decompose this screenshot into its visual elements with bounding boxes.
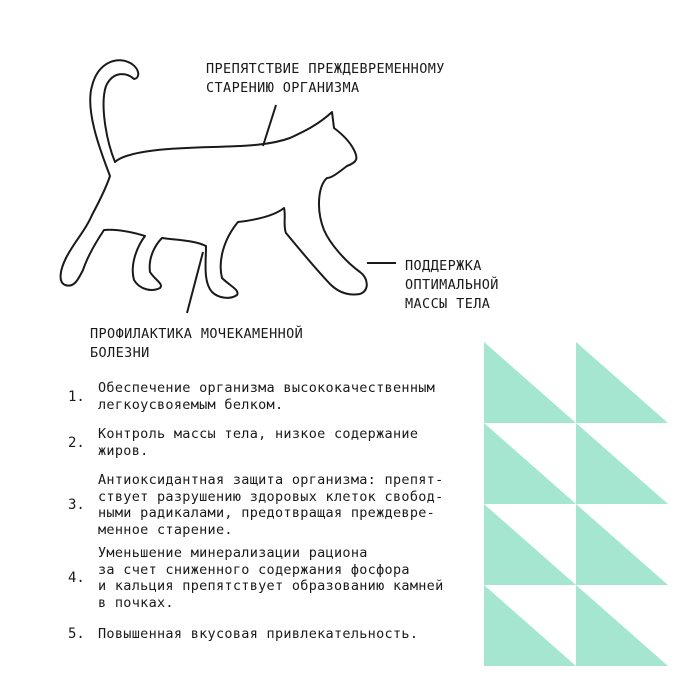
list-number: 2.	[68, 435, 85, 451]
triangle	[576, 342, 668, 423]
leader-line-top	[263, 105, 276, 146]
list-number: 3.	[68, 497, 85, 513]
list-text: Обеспечение организма высококачественным легкоусвояемым белком.	[98, 380, 436, 413]
callout-anti-aging: ПРЕПЯТСТВИЕ ПРЕЖДЕВРЕМЕННОМУ СТАРЕНИЮ ОРГАНИЗМА	[206, 61, 445, 96]
leader-line-bottom	[187, 252, 203, 313]
triangle	[576, 585, 668, 666]
list-number: 1.	[68, 389, 85, 405]
callout-urolithiasis: ПРОФИЛАКТИКА МОЧЕКАМЕННОЙ БОЛЕЗНИ	[90, 326, 304, 361]
list-text: Повышенная вкусовая привлекательность.	[98, 626, 419, 642]
list-text: Уменьшение минерализации рациона за счет сниженного содержания фосфора и кальция препятствует образованию камней в почках.	[98, 545, 444, 611]
triangle	[576, 504, 668, 585]
list-number: 4.	[68, 570, 85, 586]
triangle	[576, 423, 668, 504]
list-text: Антиоксидантная защита организма: препят- ствует разрушению здоровых клеток свобод- ными радикалами, предотвращая преждевре- менное старение.	[98, 472, 444, 538]
list-number: 5.	[68, 626, 85, 642]
callout-weight-support: ПОДДЕРЖКА ОПТИМАЛЬНОЙ МАССЫ ТЕЛА	[405, 258, 499, 312]
list-text: Контроль массы тела, низкое содержание жиров.	[98, 426, 419, 459]
